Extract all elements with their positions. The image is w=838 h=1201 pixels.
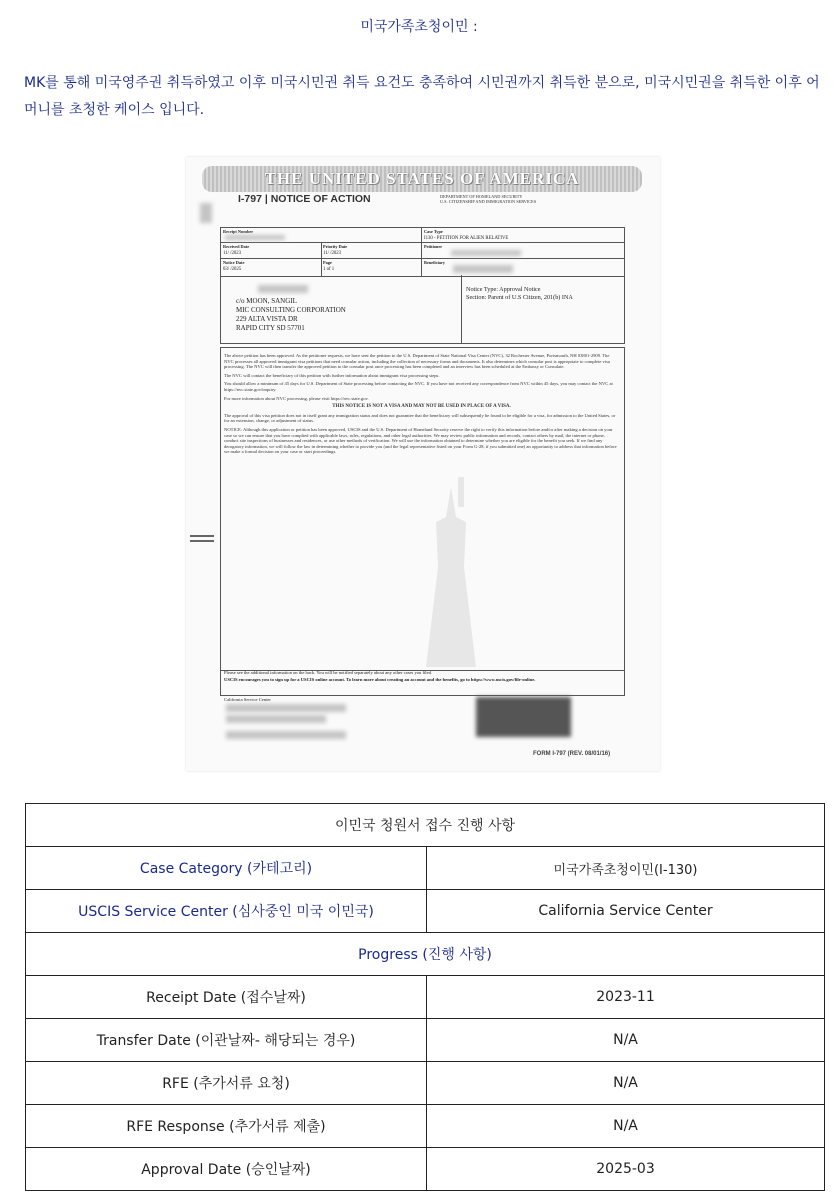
doc-notice-type: Notice Type: Approval Notice — [466, 286, 541, 293]
doc-para-1: The above petition has been approved. As the petitioner requests, we have sent the petition to the U.S. Department of State National Visa Center (NVC), 32 Rochester Avenue, Portsmouth, NH 03801-2909. The NVC processes all approved immigrant visa petitions that need consular action, including the collection of necessary forms and documents. It also determines which consular post is appropriate to complete visa processing. The NVC will then transfer the approved petition to the consular post once processing has been completed and an interview has been scheduled at the Embassy or Consulate. — [224, 353, 610, 370]
doc-footer1: Please see the additional information on the back. You will be notified separately about any other cases you filed. — [224, 670, 433, 675]
redacted-stamp — [476, 697, 571, 737]
doc-petitioner-label: Petitioner — [424, 244, 443, 249]
doc-form-title: I-797 | NOTICE OF ACTION — [238, 193, 371, 205]
table-row — [26, 1062, 825, 1105]
doc-receipt-label: Receipt Number — [223, 229, 254, 234]
doc-para-2: The NVC will contact the beneficiary of this petition with further information about immigrant visa processing steps. — [224, 372, 440, 378]
table-title: 이민국 청원서 접수 진행 사항 — [26, 804, 825, 847]
row-label: Transfer Date (이관날짜- 해당되는 경우) — [26, 1019, 427, 1062]
table-row — [26, 976, 825, 1019]
row-value: N/A — [427, 1019, 825, 1062]
doc-address — [236, 297, 346, 333]
case-category-value: 미국가족초청이민(I-130) — [427, 847, 825, 890]
statue-of-liberty-watermark — [396, 477, 506, 667]
intro-text: MK를 통해 미국영주권 취득하였고 이후 미국시민권 취득 요건도 충족하여 시민권까지 취득한 분으로, 미국시민권을 취득한 이후 어머니를 초청한 케이스 입니다. — [24, 75, 820, 118]
doc-body-text — [224, 353, 619, 458]
doc-section: Section: Parent of U.S Citizen, 201(b) INA — [466, 294, 573, 301]
doc-para-6: The approval of this visa petition does not in itself grant any immigration status and does not guarantee that the beneficiary will subsequently be found to be eligible for a visa, for admission to the United States, or for an extension, change, or adjustment of status. — [224, 412, 616, 424]
service-center-value: California Service Center — [427, 890, 825, 933]
row-value: N/A — [427, 1105, 825, 1148]
row-label: RFE Response (추가서류 제출) — [26, 1105, 427, 1148]
doc-beneficiary-label: Beneficiary — [424, 260, 445, 265]
doc-para-7: NOTICE: Although this application or petition has been approved, USCIS and the U.S. Department of Homeland Security reserve the right to verify this information before and/or after making a decision on your case so we can ensure that you have complied with applicable laws, rules, regulations, and other legal authorities. We may review public information and records, contact others by mail, the internet or phone, conduct site inspections of businesses and residences, or use other methods of verification. We will use the information obtained to determine whether you are eligible for the benefit you seek. If we find any derogatory information, we will follow the law in determining whether to provide you (and the legal representative listed on your Form G-28, if you submitted one) an opportunity to address that information before we make a formal decision on your case or start proceedings. — [224, 426, 617, 455]
page-heading: 미국가족초청이민 : — [360, 19, 478, 35]
doc-page-value: 1 of 1 — [323, 267, 335, 272]
progress-table — [25, 803, 825, 1191]
doc-para-3: You should allow a minimum of 45 days for U.S. Department of State processing before contacting the NVC. If you have not received any correspondence from NVC within 45 days, you may contact the NVC at https://nvc.state.gov/inquiry. — [224, 381, 613, 392]
i797-notice-image — [186, 157, 660, 771]
doc-case-type-label: Case Type — [424, 229, 443, 234]
row-label: RFE (추가서류 요청) — [26, 1062, 427, 1105]
doc-header-grid — [220, 227, 625, 277]
doc-para-4: For more information about NVC processing, please visit https://nvc.state.gov. — [224, 395, 369, 401]
doc-page-label: Page — [323, 260, 332, 265]
doc-para-5: THIS NOTICE IS NOT A VISA AND MAY NOT BE USED IN PLACE OF A VISA. — [332, 404, 511, 410]
doc-footer3: California Service Center — [224, 697, 271, 702]
intro-paragraph — [24, 70, 824, 124]
doc-notice-date-value: 03/ /2025 — [223, 267, 242, 272]
row-value: 2025-03 — [427, 1148, 825, 1191]
doc-priority-value: 11/ /2023 — [323, 251, 342, 256]
redaction — [200, 203, 212, 223]
row-label: Approval Date (승인날짜) — [26, 1148, 427, 1191]
row-value: N/A — [427, 1062, 825, 1105]
doc-address-line4: RAPID CITY SD 57701 — [236, 324, 305, 332]
doc-address-line2: MIC CONSULTING CORPORATION — [236, 306, 346, 314]
doc-banner: THE UNITED STATES OF AMERICA — [202, 166, 642, 192]
doc-notice-date-label: Notice Date — [223, 260, 245, 265]
doc-address-line3: 229 ALTA VISTA DR — [236, 315, 298, 323]
service-center-label: USCIS Service Center (심사중인 미국 이민국) — [26, 890, 427, 933]
doc-margin-mark — [190, 535, 214, 537]
case-category-label: Case Category (카테고리) — [26, 847, 427, 890]
doc-priority-label: Priority Date — [323, 244, 348, 249]
doc-margin-mark — [190, 540, 214, 542]
doc-received-value: 11/ /2023 — [223, 251, 242, 256]
doc-dept-line2: U.S. CITIZENSHIP AND IMMIGRATION SERVICES — [440, 199, 537, 204]
table-row — [26, 1105, 825, 1148]
doc-notice-type-block — [466, 286, 573, 302]
doc-dept-line1: DEPARTMENT OF HOMELAND SECURITY — [440, 194, 523, 199]
table-row — [26, 1148, 825, 1191]
row-value: 2023-11 — [427, 976, 825, 1019]
progress-label: Progress (진행 사항) — [26, 933, 825, 976]
doc-footer2: USCIS encourages you to sign up for a USCIS online account. To learn more about creating an account and the benefits, go to https://www.uscis.gov/file-online. — [224, 677, 536, 682]
doc-case-type-value: I130 - PETITION FOR ALIEN RELATIVE — [424, 236, 509, 241]
row-label: Receipt Date (접수날짜) — [26, 976, 427, 1019]
table-row — [26, 1019, 825, 1062]
doc-form-number: FORM I-797 (REV. 08/01/16) — [533, 751, 611, 757]
doc-address-line1: c/o MOON, SANGIL — [236, 297, 297, 305]
doc-department — [440, 194, 536, 204]
doc-received-label: Received Date — [223, 244, 250, 249]
